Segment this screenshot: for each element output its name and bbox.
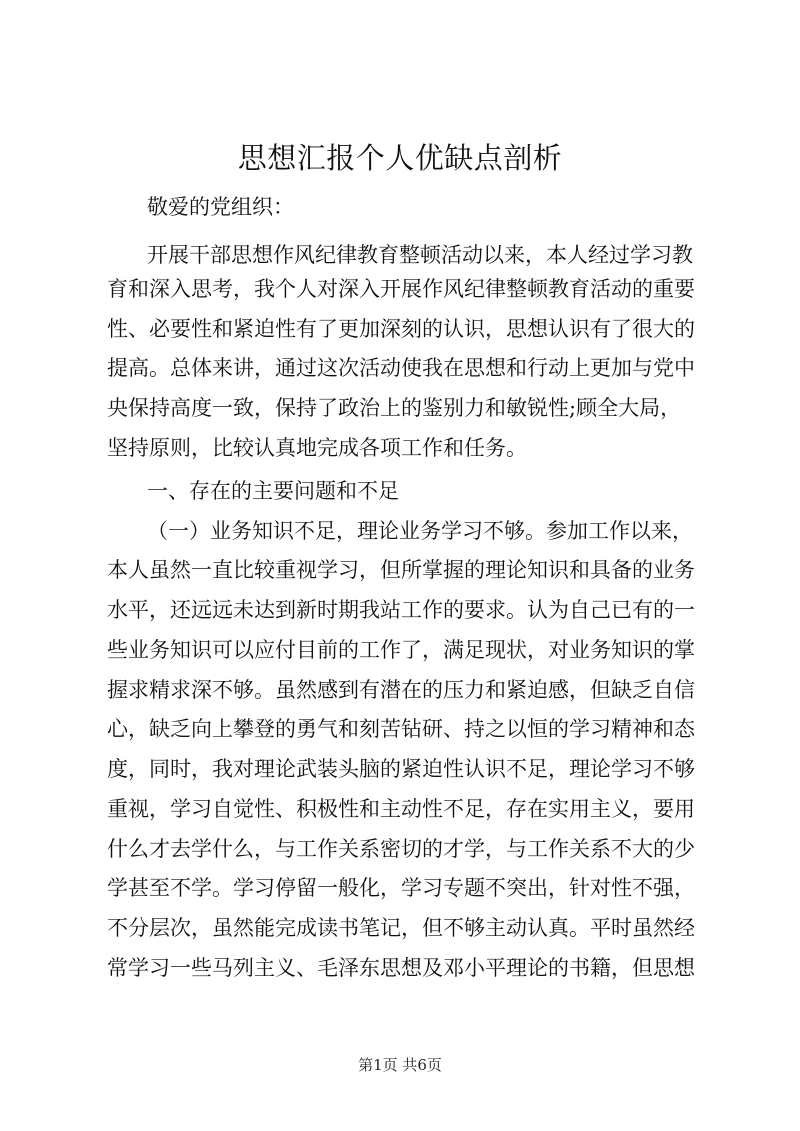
- paragraph-line: 水平，还远远未达到新时期我站工作的要求。认为自己已有的一: [107, 598, 695, 622]
- paragraph-line: 育和深入思考，我个人对深入开展作风纪律整顿教育活动的重要: [107, 277, 695, 301]
- paragraph-line: 央保持高度一致，保持了政治上的鉴别力和敏锐性;顾全大局，: [107, 396, 682, 420]
- paragraph-line: 不分层次，虽然能完成读书笔记，但不够主动认真。平时虽然经: [107, 916, 695, 940]
- paragraph-line: 坚持原则，比较认真地完成各项工作和任务。: [107, 436, 527, 460]
- paragraph-line: 性、必要性和紧迫性有了更加深刻的认识，思想认识有了很大的: [107, 317, 695, 341]
- document-title: 思想汇报个人优缺点剖析: [237, 141, 563, 175]
- paragraph-line: 学甚至不学。学习停留一般化，学习专题不突出，针对性不强，: [107, 876, 695, 900]
- paragraph-line: 些业务知识可以应付目前的工作了，满足现状，对业务知识的掌: [107, 638, 695, 662]
- paragraph-line: （一）业务知识不足，理论业务学习不够。参加工作以来，: [147, 519, 693, 543]
- paragraph-line: 什么才去学什么，与工作关系密切的才学，与工作关系不大的少: [107, 837, 695, 861]
- paragraph-line: 重视，学习自觉性、积极性和主动性不足，存在实用主义，要用: [107, 797, 695, 821]
- page-number: 第1页 共6页: [358, 1056, 442, 1074]
- document-greeting: 敬爱的党组织：: [147, 195, 294, 219]
- paragraph-line: 开展干部思想作风纪律教育整顿活动以来，本人经过学习教: [147, 243, 693, 267]
- paragraph-line: 心，缺乏向上攀登的勇气和刻苦钻研、持之以恒的学习精神和态: [107, 717, 695, 741]
- paragraph-line: 本人虽然一直比较重视学习，但所掌握的理论知识和具备的业务: [107, 558, 695, 582]
- paragraph-line: 常学习一些马列主义、毛泽东思想及邓小平理论的书籍，但思想: [107, 956, 695, 980]
- paragraph-line: 提高。总体来讲，通过这次活动使我在思想和行动上更加与党中: [107, 356, 695, 380]
- paragraph-line: 握求精求深不够。虽然感到有潜在的压力和紧迫感，但缺乏自信: [107, 678, 695, 702]
- paragraph-line: 度，同时，我对理论武装头脑的紧迫性认识不足，理论学习不够: [107, 757, 695, 781]
- section-heading: 一、存在的主要问题和不足: [147, 479, 399, 503]
